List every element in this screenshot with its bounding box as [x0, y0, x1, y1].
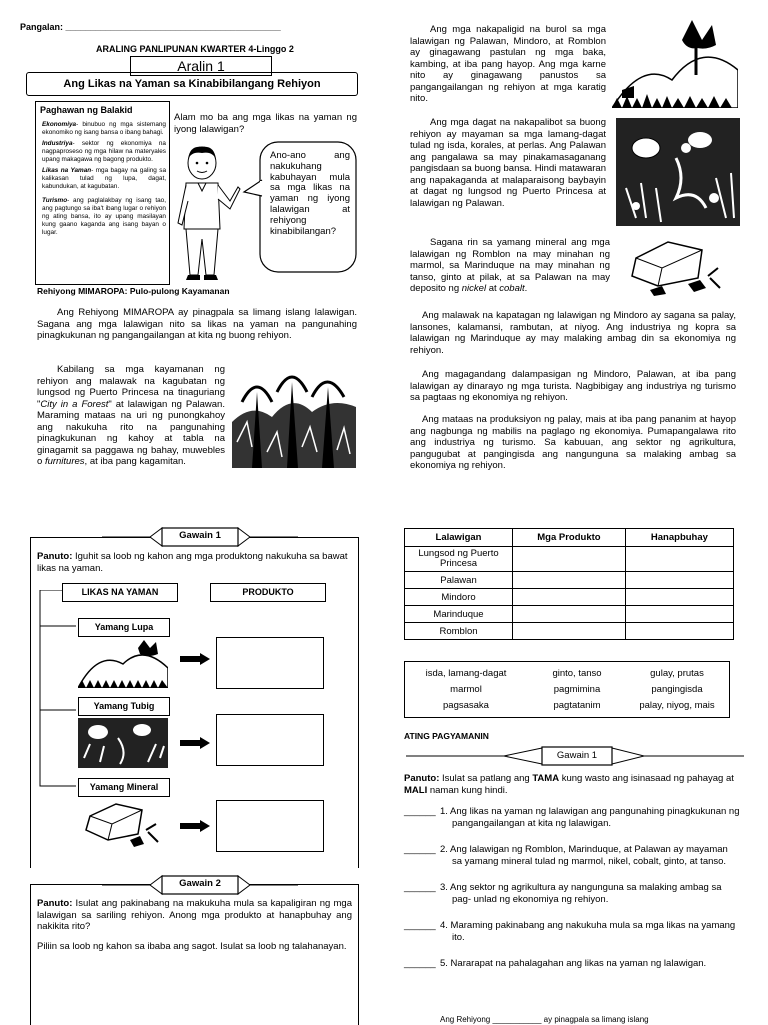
- table-row: Palawan: [405, 572, 734, 589]
- label-yamang-lupa: Yamang Lupa: [78, 618, 170, 637]
- choices-row: pagsasaka pagtatanim palay, niyog, mais: [443, 700, 715, 711]
- list-item: ______ 1. Ang likas na yaman ng lalawigan ang pangunahing pinagkukunan ng pangangailangan at kita ng lalawigan.: [404, 806, 740, 829]
- name-line: Pangalan: ___________________________________________: [20, 22, 281, 32]
- choices-row: marmol pagmimina pangingisda: [450, 684, 703, 695]
- choices-box: [404, 661, 730, 718]
- mineral-illustration: [84, 800, 164, 850]
- sea-illustration: [616, 118, 740, 226]
- paragraph-economy: Ang mataas na produksiyon ng palay, mais at iba pang pananim at hayop ang nagbunga ng mabilis na paglago ng ekonomiya. Pumapangalawa rito ang industriya ng turismo. Sa kabuuan, ang sektor ng agrikultura, pangugubat at pangingisda ang nangunguna sa malaking ambag sa ekonomiya ng rehiyon.: [410, 414, 736, 471]
- gawain2-title: Gawain 2: [179, 878, 221, 889]
- list-item: ______ 3. Ang sektor ng agrikultura ay nangunguna sa malaking ambag sa pag- unlad ng ekonomiya ng rehiyon.: [404, 882, 722, 905]
- table-row: Mindoro: [405, 589, 734, 606]
- mineral-rock-illustration: [628, 238, 724, 300]
- boy-illustration: [172, 143, 242, 283]
- hills-illustration: [612, 20, 738, 108]
- header-produkto: PRODUKTO: [210, 583, 326, 602]
- paragraph-mimaropa: Ang Rehiyong MIMAROPA ay pinagpala sa limang islang lalawigan. Sagana ang mga lalawigan nito sa likas na yaman na pangunahing pinagkukunan ng pangangailangan at kita ng buong rehiyon.: [37, 307, 357, 341]
- produkto-box-tubig[interactable]: [216, 714, 324, 766]
- paragraph-forest: Kabilang sa mga kayamanan ng rehiyon ang malawak na kagubatan ng lungsod ng Puerto Princesa na tinaguriang "City in a Forest" at lalawigan ng Palawan. Maraming mataas na uri ng punongkahoy ang nakukuha rito na pangunahing pinagkukunan ng kahoy at tabla na ginagamit sa paggawa ng bahay, muwebles o furnitures, at iba pang kagamitan.: [37, 364, 225, 467]
- label-yamang-tubig: Yamang Tubig: [78, 697, 170, 716]
- subject-title: ARALING PANLIPUNAN KWARTER 4-Linggo 2: [96, 44, 294, 54]
- pagyamanin-items: [404, 806, 740, 970]
- glossary-box: [35, 101, 170, 285]
- list-item: ______ 5. Nararapat na pahalagahan ang likas na yaman ng lalawigan.: [404, 958, 707, 969]
- table-header: Mga Produkto: [513, 529, 626, 547]
- glossary-title: Paghawan ng Balakid: [40, 105, 133, 115]
- glossary-item: Likas na Yaman- mga bagay na galing sa kalikasan tulad ng lupa, dagat, kabundukan, at kagubatan.: [42, 167, 166, 190]
- connector-lines: [36, 590, 76, 790]
- lesson-title: Ang Likas na Yaman sa Kinabibilangang Rehiyon: [26, 72, 358, 96]
- cut-off-text: Ang Rehiyong ___________ ay pinagpala sa limang islang: [440, 1016, 649, 1024]
- table-row: Lungsod ng Puerto Princesa: [405, 547, 734, 572]
- region-heading: Rehiyong MIMAROPA: Pulo-pulong Kayamanan: [37, 286, 230, 296]
- speech-bubble-text: Ano-ano ang nakukuhang kabuhayan mula sa mga likas na yaman ng iyong lalawigan at rehiyong kinabibilangan?: [270, 150, 350, 237]
- gawain2-instructions: Panuto: Isulat ang pakinabang na makukuha mula sa kapaligiran ng mga lalawigan sa sariling rehiyon. Anong mga produkto at hanapbuhay ang nakikita rito?: [37, 898, 352, 932]
- list-item: ______ 2. Ang lalawigan ng Romblon, Marinduque, at Palawan ay mayaman sa yamang mineral tulad ng marmol, nikel, cobalt, ginto, at tanso.: [404, 844, 728, 867]
- label-yamang-mineral: Yamang Mineral: [78, 778, 170, 797]
- table-row: Marinduque: [405, 606, 734, 623]
- arrow-icon: [180, 820, 212, 832]
- table-row: Romblon: [405, 623, 734, 640]
- forest-illustration: [232, 362, 356, 468]
- list-item: ______ 4. Maraming pakinabang ang nakukuha mula sa mga likas na yamang ito.: [404, 920, 736, 943]
- paragraph-tourism: Ang magagandang dalampasigan ng Mindoro, Palawan, at iba pang lalawigan ay dinarayo ng mga turista. Nagbibigay ang industriya ng turismo sa pagtaas ng ekonomiya ng rehiyon.: [410, 369, 736, 403]
- table-header: Lalawigan: [405, 529, 513, 547]
- arrow-icon: [180, 653, 212, 665]
- lesson-label: Aralin 1: [130, 56, 272, 76]
- arrow-icon: [180, 737, 212, 749]
- produkto-box-lupa[interactable]: [216, 637, 324, 689]
- header-likas-na-yaman: LIKAS NA YAMAN: [62, 583, 178, 602]
- paragraph-hills: Ang mga nakapaligid na burol sa mga lalawigan ng Palawan, Mindoro, at Romblon ay ginagawang pastulan ng mga baka, kambing, at iba pang hayop. Ang mga karne nito ay ginagawang panustos sa pangangailangan ng rehiyon at mga karatig nito.: [410, 24, 606, 104]
- gawain2-instructions-2: Piliin sa loob ng kahon sa ibaba ang sagot. Isulat sa loob ng talahanayan.: [37, 941, 347, 952]
- products-table: [404, 528, 734, 640]
- table-header: Hanapbuhay: [625, 529, 733, 547]
- paragraph-minerals: Sagana rin sa yamang mineral ang mga lalawigan ng Romblon na may minahan ng marmol, sa Marinduque na may minahan ng tanso, ginto at pilak, at sa Palawan na may deposito ng nickel at cobalt.: [410, 237, 610, 294]
- glossary-item: Industriya- sektor ng ekonomiya na nagpaproseso ng mga hilaw na materyales upang makagawa ng bagong produkto.: [42, 140, 166, 163]
- glossary-item: Turismo- ang paglalakbay ng isang tao, ang pagtungo sa iba't ibang lugar o rehiyon ng ating bansa, ito ay upang masilayan kung gaano kaganda ang isang bayan o lugar.: [42, 197, 166, 236]
- pagyamanin-instructions: Panuto: Isulat sa patlang ang TAMA kung wasto ang isinasaad ng pahayag at MALI naman kung hindi.: [404, 773, 734, 796]
- gawain1-instructions: Panuto: Iguhit sa loob ng kahon ang mga produktong nakukuha sa bawat likas na yaman.: [37, 551, 348, 574]
- pagyamanin-heading: ATING PAGYAMANIN: [404, 731, 489, 741]
- choices-row: isda, lamang-dagat ginto, tanso gulay, prutas: [425, 668, 704, 679]
- paragraph-plains: Ang malawak na kapatagan ng lalawigan ng Mindoro ay sagana sa palay, lansones, kalamansi, rambutan, at niyog. Ang industriya ng kopra sa lalawigan ng Marinduque ay may malaking ambag din sa ekonomiya ng rehiyon.: [410, 310, 736, 356]
- produkto-box-mineral[interactable]: [216, 800, 324, 852]
- glossary-item: Ekonomiya- binubuo ng mga sistemang ekonomiko ng isang bansa o ibang bahagi.: [42, 121, 166, 136]
- land-illustration: [78, 640, 168, 688]
- paragraph-sea: Ang mga dagat na nakapalibot sa buong rehiyon ay mayaman sa mga lamang-dagat tulad ng isda, korales, at perlas. Ang Palawan ang pangalawa sa may pinakamasaganang pangisdaan sa buong bansa. Hindi matawaran ang napakaganda at malaparaisong baybayin at dagat ng lungsod ng Puerto Princesa at lalawigan ng Palawan.: [410, 117, 606, 209]
- intro-question: Alam mo ba ang mga likas na yaman ng iyong lalawigan?: [174, 112, 357, 135]
- water-illustration: [78, 718, 168, 768]
- gawain1-title: Gawain 1: [179, 530, 221, 541]
- pagyamanin-title: Gawain 1: [556, 750, 598, 761]
